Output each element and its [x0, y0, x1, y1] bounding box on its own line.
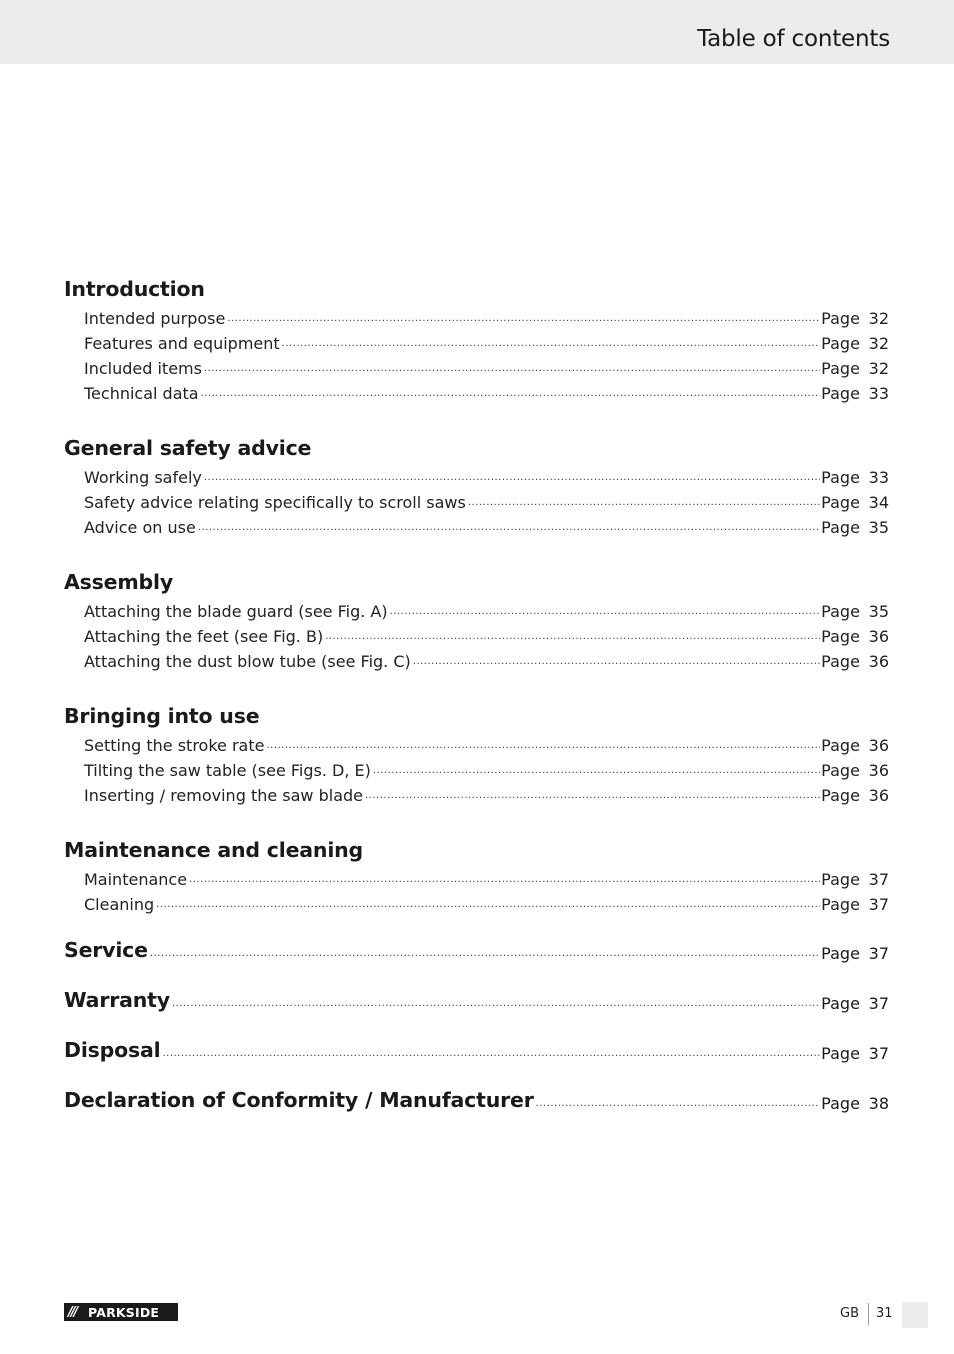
dot-leader [204, 356, 820, 381]
toc-section-bringing-into-use [64, 699, 889, 833]
page-word: Page [821, 761, 860, 780]
section-heading: Disposal [64, 1038, 161, 1062]
page-ref [821, 1091, 889, 1117]
page-ref [821, 867, 889, 892]
entry-label: Safety advice relating specifically to scroll saws [84, 493, 466, 512]
entry-label: Working safely [84, 468, 202, 487]
page-number: 36 [868, 736, 889, 755]
page-ref [821, 356, 889, 381]
page-number: 36 [868, 786, 889, 805]
section-gap [64, 406, 889, 431]
page-word: Page [821, 384, 860, 403]
section-heading: Assembly [64, 570, 173, 594]
page-number: 37 [868, 870, 889, 889]
section-heading: Bringing into use [64, 704, 260, 728]
footer-box [902, 1302, 928, 1328]
page-number: 38 [868, 1094, 889, 1113]
language-code: GB [840, 1306, 859, 1321]
toc-entry[interactable] [64, 331, 889, 356]
toc-section-assembly [64, 565, 889, 699]
section-gap [64, 674, 889, 699]
dot-leader [150, 941, 820, 967]
section-heading: Introduction [64, 277, 205, 301]
entry-label: Features and equipment [84, 334, 280, 353]
toc-entry[interactable] [64, 381, 889, 406]
page-word: Page [821, 870, 860, 889]
section-heading: General safety advice [64, 436, 312, 460]
toc-entry[interactable] [64, 306, 889, 331]
dot-leader [201, 381, 821, 406]
toc-section-maintenance-and-cleaning [64, 833, 889, 917]
page-number: 33 [868, 468, 889, 487]
page-ref [821, 991, 889, 1017]
section-gap [64, 540, 889, 565]
page-word: Page [821, 627, 860, 646]
entry-label: Included items [84, 359, 202, 378]
dot-leader [266, 733, 820, 758]
page-ref [821, 331, 889, 356]
dot-leader [172, 991, 820, 1017]
footer-divider [868, 1303, 869, 1325]
page-word: Page [821, 602, 860, 621]
dot-leader [468, 490, 820, 515]
page-number: 33 [868, 384, 889, 403]
page-word: Page [821, 1094, 860, 1113]
footer-page-number: 31 [876, 1306, 893, 1321]
page-word: Page [821, 895, 860, 914]
page-number: 37 [868, 994, 889, 1013]
toc-entry[interactable] [64, 867, 889, 892]
toc-entry[interactable] [64, 783, 889, 808]
dot-leader [365, 783, 820, 808]
dot-leader [390, 599, 821, 624]
dot-leader [204, 465, 820, 490]
section-gap [64, 808, 889, 833]
toc-section-service[interactable] [64, 917, 889, 967]
entry-label: Technical data [84, 384, 199, 403]
dot-leader [413, 649, 820, 674]
toc-entry[interactable] [64, 356, 889, 381]
page-ref [821, 892, 889, 917]
dot-leader [325, 624, 820, 649]
section-heading: Declaration of Conformity / Manufacturer [64, 1088, 534, 1112]
toc-section-disposal[interactable] [64, 1017, 889, 1067]
page-ref [821, 758, 889, 783]
toc-section-declaration[interactable] [64, 1067, 889, 1117]
dot-leader [373, 758, 820, 783]
page-word: Page [821, 944, 860, 963]
dot-leader [156, 892, 820, 917]
section-heading: Maintenance and cleaning [64, 838, 364, 862]
page-word: Page [821, 468, 860, 487]
page-word: Page [821, 786, 860, 805]
page-ref [821, 306, 889, 331]
page-ref [821, 624, 889, 649]
page-word: Page [821, 736, 860, 755]
toc-entry[interactable] [64, 892, 889, 917]
page-number: 32 [868, 359, 889, 378]
dot-leader [282, 331, 821, 356]
entry-label: Inserting / removing the saw blade [84, 786, 363, 805]
page-ref [821, 783, 889, 808]
toc-entry[interactable] [64, 515, 889, 540]
page-title: Table of contents [697, 26, 890, 52]
page-ref [821, 599, 889, 624]
toc-entry[interactable] [64, 733, 889, 758]
page-number: 37 [868, 1044, 889, 1063]
page-number: 34 [868, 493, 889, 512]
dot-leader [198, 515, 820, 540]
entry-label: Advice on use [84, 518, 196, 537]
dot-leader [536, 1091, 821, 1117]
page-word: Page [821, 493, 860, 512]
logo-slashes: /// [68, 1304, 77, 1320]
section-heading: Service [64, 938, 148, 962]
page-number: 32 [868, 309, 889, 328]
table-of-contents [64, 272, 889, 1117]
page-ref [821, 490, 889, 515]
page-number: 36 [868, 652, 889, 671]
entry-label: Intended purpose [84, 309, 226, 328]
entry-label: Attaching the feet (see Fig. B) [84, 627, 324, 646]
page-word: Page [821, 994, 860, 1013]
page-ref [821, 465, 889, 490]
page-word: Page [821, 309, 860, 328]
page-ref [821, 1041, 889, 1067]
page-word: Page [821, 518, 860, 537]
toc-entry[interactable] [64, 490, 889, 515]
page-ref [821, 941, 889, 967]
dot-leader [162, 1041, 820, 1067]
page-number: 32 [868, 334, 889, 353]
page-word: Page [821, 652, 860, 671]
toc-section-introduction [64, 272, 889, 431]
page-ref [821, 381, 889, 406]
entry-label: Attaching the dust blow tube (see Fig. C) [84, 652, 411, 671]
dot-leader [227, 306, 820, 331]
parkside-logo [64, 1303, 178, 1321]
section-heading: Warranty [64, 988, 170, 1012]
entry-label: Attaching the blade guard (see Fig. A) [84, 602, 388, 621]
page-word: Page [821, 359, 860, 378]
page-number: 37 [868, 895, 889, 914]
page-ref [821, 515, 889, 540]
page-ref [821, 649, 889, 674]
page-number: 36 [868, 761, 889, 780]
toc-section-general-safety-advice [64, 431, 889, 565]
dot-leader [189, 867, 820, 892]
toc-entry[interactable] [64, 465, 889, 490]
page-number: 35 [868, 518, 889, 537]
toc-section-warranty[interactable] [64, 967, 889, 1017]
page-word: Page [821, 1044, 860, 1063]
page-number: 35 [868, 602, 889, 621]
entry-label: Maintenance [84, 870, 188, 889]
toc-entry[interactable] [64, 649, 889, 674]
entry-label: Cleaning [84, 895, 155, 914]
entry-label: Setting the stroke rate [84, 736, 265, 755]
page-ref [821, 733, 889, 758]
toc-entry[interactable] [64, 624, 889, 649]
toc-entry[interactable] [64, 758, 889, 783]
page-word: Page [821, 334, 860, 353]
page-number: 37 [868, 944, 889, 963]
page-number: 36 [868, 627, 889, 646]
logo-text: PARKSIDE [88, 1304, 160, 1320]
entry-label: Tilting the saw table (see Figs. D, E) [84, 761, 371, 780]
toc-entry[interactable] [64, 599, 889, 624]
